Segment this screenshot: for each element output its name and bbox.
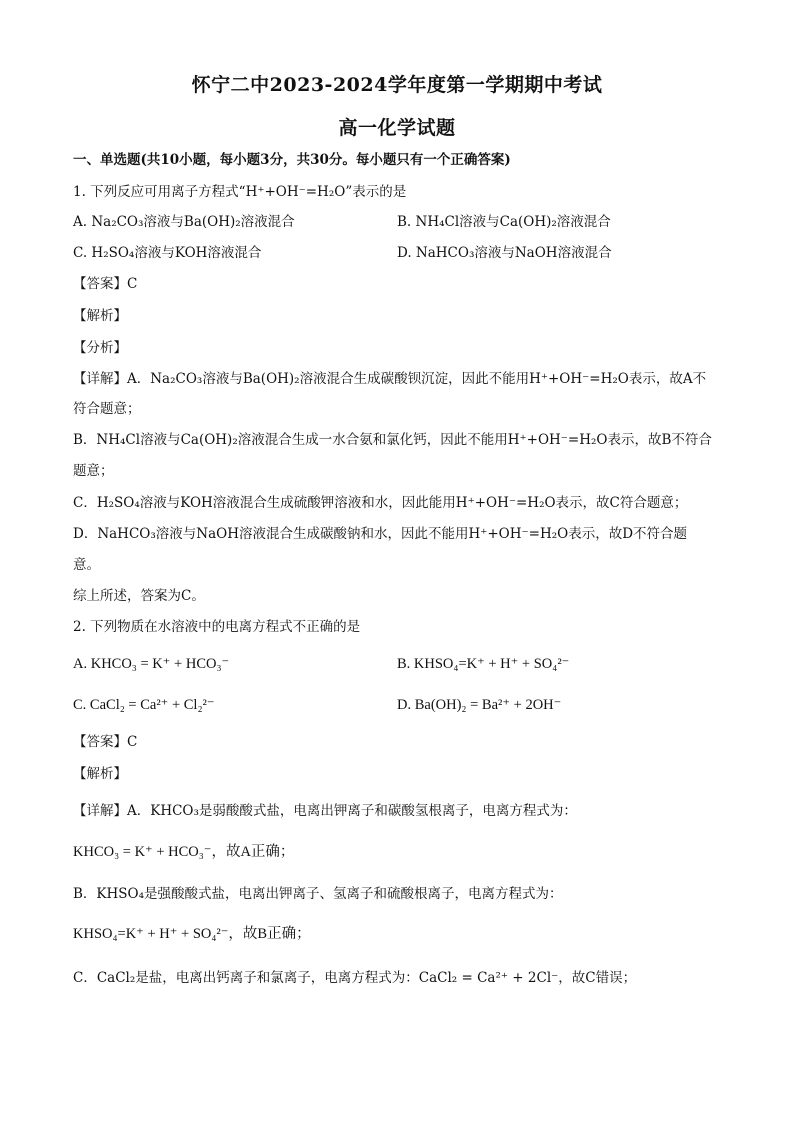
- q2-detail-c: C．CaCl₂是盐，电离出钙离子和氯离子，电离方程式为：CaCl₂ = Ca²⁺ + 2Cl⁻，故C错误；: [73, 970, 637, 986]
- q2-detail-a-line1: 【详解】A．KHCO₃是弱酸酸式盐，电离出钾离子和碳酸氢根离子，电离方程式为：: [73, 803, 577, 819]
- q1-detail-d-line1: D．NaHCO₃溶液与NaOH溶液混合生成碳酸钠和水，因此不能用H⁺+OH⁻=H₂O表示，故D不符合题: [73, 526, 688, 542]
- q1-option-c: C. H₂SO₄溶液与KOH溶液混合: [73, 245, 262, 261]
- q2-answer: 【答案】C: [73, 734, 138, 750]
- q1-detail-d-line2: 意。: [73, 557, 100, 573]
- q1-detail-b-line2: 题意；: [73, 463, 114, 479]
- q1-detail-b-line1: B．NH₄Cl溶液与Ca(OH)₂溶液混合生成一水合氨和氯化钙，因此不能用H⁺+OH⁻=H₂O表示，故B不符合: [73, 432, 712, 448]
- exam-title: 怀宁二中2023-2024学年度第一学期期中考试: [191, 74, 603, 96]
- q2-detail-a-line2: KHCO₃ = K⁺ + HCO₃⁻，故A正确；: [73, 844, 295, 860]
- q1-stem: 1. 下列反应可用离子方程式“H⁺+OH⁻=H₂O”表示的是: [73, 184, 407, 200]
- q1-fenxi-label: 【分析】: [73, 340, 127, 356]
- q2-stem: 2. 下列物质在水溶液中的电离方程式不正确的是: [73, 619, 361, 635]
- exam-subtitle: 高一化学试题: [338, 117, 456, 139]
- q2-option-b: B. KHSO₄=K⁺ + H⁺ + SO₄²⁻: [397, 656, 570, 672]
- q2-option-c: C. CaCl₂ = Ca²⁺ + Cl₂²⁻: [73, 697, 215, 713]
- q2-detail-b-line2: KHSO₄=K⁺ + H⁺ + SO₄²⁻，故B正确；: [73, 926, 311, 942]
- q1-analysis-label: 【解析】: [73, 308, 127, 324]
- q1-option-b: B. NH₄Cl溶液与Ca(OH)₂溶液混合: [397, 214, 611, 230]
- q2-analysis-label: 【解析】: [73, 766, 127, 782]
- q1-detail-a-line2: 符合题意；: [73, 401, 141, 417]
- section-heading: 一、单选题(共10小题，每小题3分，共30分。每小题只有一个正确答案): [73, 152, 511, 168]
- q1-option-a: A. Na₂CO₃溶液与Ba(OH)₂溶液混合: [73, 214, 295, 230]
- q1-answer: 【答案】C: [73, 276, 138, 292]
- q2-detail-b-line1: B．KHSO₄是强酸酸式盐，电离出钾离子、氢离子和硫酸根离子，电离方程式为：: [73, 886, 563, 902]
- q1-detail-c: C．H₂SO₄溶液与KOH溶液混合生成硫酸钾溶液和水，因此能用H⁺+OH⁻=H₂O表示，故C符合题意；: [73, 495, 688, 511]
- q1-option-d: D. NaHCO₃溶液与NaOH溶液混合: [397, 245, 612, 261]
- q2-option-a: A. KHCO₃ = K⁺ + HCO₃⁻: [73, 656, 230, 672]
- q1-detail-a-line1: 【详解】A．Na₂CO₃溶液与Ba(OH)₂溶液混合生成碳酸钡沉淀，因此不能用H⁺+OH⁻=H₂O表示，故A不: [73, 371, 707, 387]
- q1-summary: 综上所述，答案为C。: [73, 588, 205, 604]
- q2-option-d: D. Ba(OH)₂ = Ba²⁺ + 2OH⁻: [397, 697, 562, 713]
